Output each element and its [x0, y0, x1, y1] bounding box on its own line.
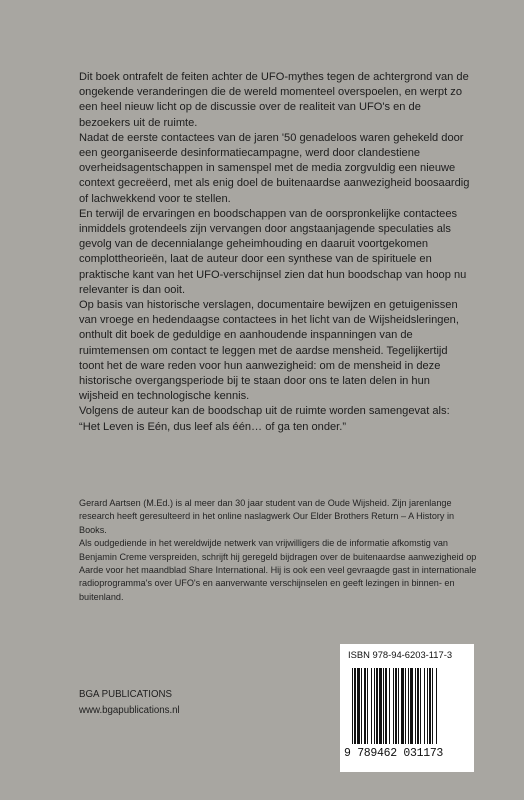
author-bio-paragraph-1: Gerard Aartsen (M.Ed.) is al meer dan 30 jaar student van de Oude Wijsheid. Zijn jarenlange research heeft geresulteerd in het online naslagwerk Our Elder Brothers Return – A History in Books. [79, 498, 455, 535]
blurb-text [79, 70, 471, 435]
barcode-stripe [437, 668, 439, 744]
isbn-label: ISBN 978-94-6203-117-3 [348, 649, 453, 660]
blurb-paragraph-3: En terwijl de ervaringen en boodschappen van de oorspronkelijke contactees inmiddels grotendeels zijn vervangen door angstaanjagende speculaties als gevolg van de decennialange geheimhouding en daaruit voortgekomen complottheorieën, laat de auteur door een synthese van de spirituele en praktische kant van het UFO-verschijnsel zien dat hun boodschap van hoop nu relevanter is dan ooit. [79, 207, 467, 296]
author-bio-paragraph-2: Als oudgediende in het wereldwijde netwerk van vrijwilligers die de informatie afkomstig van Benjamin Creme verspreiden, schrijft hij geregeld bijdragen over de buitenaardse aanwezigheid op Aarde voor het maandblad Share International. Hij is ook een veel gevraagde gast in internationale radioprogramma's over UFO's en aanverwante verschijnselen en geeft lezingen in binnen- en buitenland. [79, 538, 477, 602]
blurb-paragraph-2: Nadat de eerste contactees van de jaren '50 genadeloos waren gehekeld door een georganiseerde desinformatiecampagne, werd door clandestiene overheidsagentschappen in samenspel met de media zorgvuldig een nieuwe context gecreëerd, met als enig doel de buitenaardse aanwezigheid boosaardig of lachwekkend voor te stellen. [79, 131, 470, 205]
publisher-website: www.bgapublications.nl [79, 705, 180, 716]
barcode-icon [352, 668, 466, 744]
isbn-barcode-block [340, 644, 474, 772]
blurb-paragraph-1: Dit boek ontrafelt de feiten achter de UFO-mythes tegen de achtergrond van de ongekende veranderingen die de wereld momenteel overspoelen, en werpt zo een heel nieuw licht op de discussie over de realiteit van UFO's en de bezoekers uit de ruimte. [79, 71, 469, 129]
publisher-block [79, 687, 180, 719]
barcode-digits: 9 789462 031173 [344, 747, 444, 760]
publisher-name: BGA PUBLICATIONS [79, 689, 172, 700]
blurb-paragraph-4: Op basis van historische verslagen, documentaire bewijzen en getuigenissen van vroege en hedendaagse contactees in het licht van de Wijsheidsleringen, onthult dit boek de geduldige en aanhoudende inspanningen van de ruimtemensen om contact te leggen met de aardse mensheid. Tegelijkertijd toont het de ware reden voor hun aanwezigheid: om de mensheid in deze historische overgangsperiode bij te staan door ons te laten delen in hun wijsheid en technologische kennis. [79, 299, 459, 403]
author-bio [79, 497, 479, 604]
blurb-paragraph-5: Volgens de auteur kan de boodschap uit de ruimte worden samengevat als: “Het Leven is Eén, dus leef als één… of ga ten onder.” [79, 405, 450, 433]
